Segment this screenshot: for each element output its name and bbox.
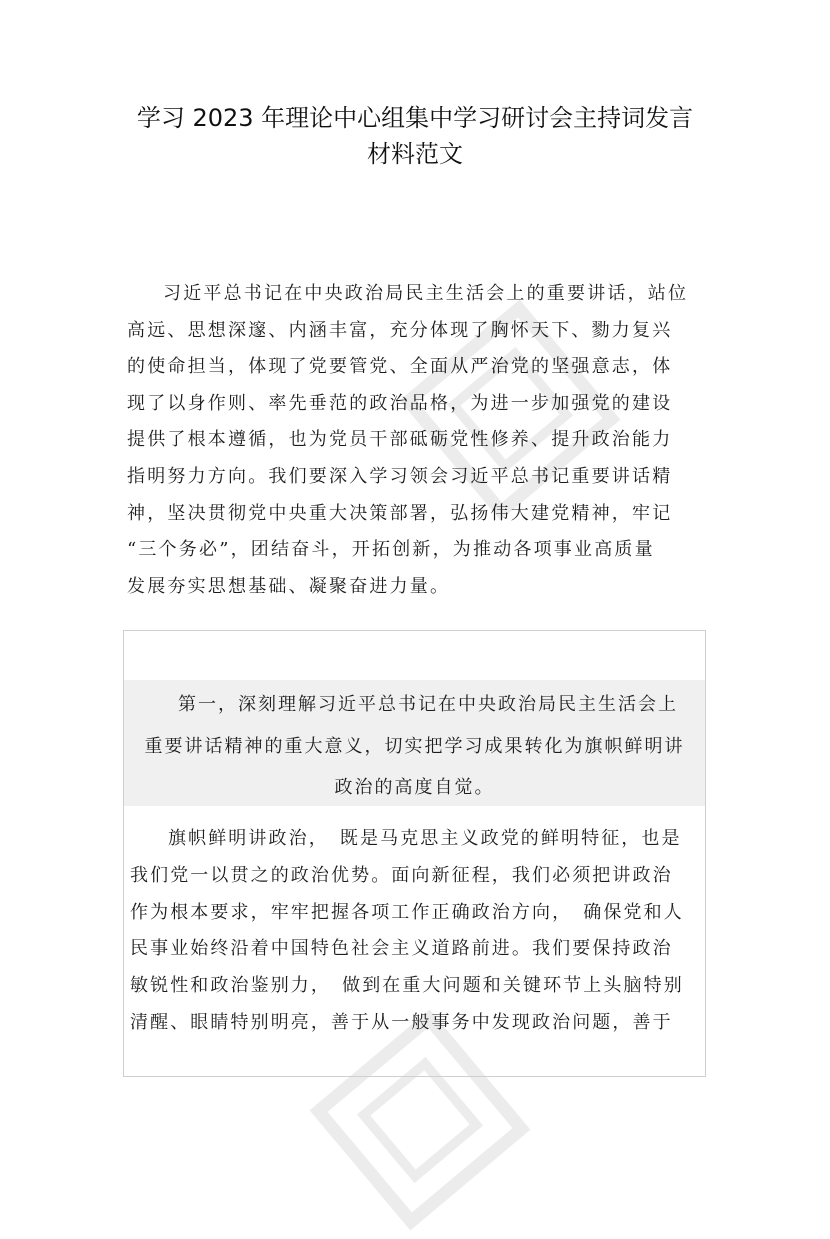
document-title (100, 100, 730, 172)
intro-line: “三个务必”，团结奋斗，开拓创新，为推动各项事业高质量 (127, 539, 655, 561)
section-1-heading (124, 680, 705, 806)
section-1-box (123, 630, 706, 1077)
body-line: 民事业始终沿着中国特色社会主义道路前进。我们要保持政治 (130, 938, 673, 960)
intro-line: 习近平总书记在中央政治局民主生活会上的重要讲话，站位 (163, 283, 689, 304)
title-line-2: 材料范文 (367, 140, 463, 168)
intro-line: 现了以身作则、率先垂范的政治品格，为进一步加强党的建设 (127, 392, 673, 414)
body-line: 清醒、眼睛特别明亮，善于从一般事务中发现政治问题，善于 (130, 1011, 673, 1033)
body-line: 我们党一以贯之的政治优势。面向新征程，我们必须把讲政治 (130, 864, 673, 886)
body-line: 旗帜鲜明讲政治， 既是马克思主义政党的鲜明特征，也是 (168, 828, 682, 849)
intro-line: 的使命担当，体现了党要管党、全面从严治党的坚强意志，体 (127, 356, 673, 378)
heading-line: 重要讲话精神的重大意义，切实把学习成果转化为旗帜鲜明讲 (144, 736, 685, 757)
heading-line: 政治的高度自觉。 (334, 777, 495, 798)
intro-line: 高远、思想深邃、内涵丰富，充分体现了胸怀天下、勠力复兴 (127, 319, 673, 341)
title-line-1: 学习 2023 年理论中心组集中学习研讨会主持词发言 (136, 104, 694, 132)
section-1-body (130, 821, 700, 1042)
body-line: 敏锐性和政治鉴别力， 做到在重大问题和关键环节上头脑特别 (130, 975, 684, 997)
intro-line: 指明努力方向。我们要深入学习领会习近平总书记重要讲话精 (127, 465, 673, 487)
intro-line: 神，坚决贯彻党中央重大决策部署，弘扬伟大建党精神，牢记 (127, 502, 673, 524)
intro-line: 提供了根本遵循，也为党员干部砥砺党性修养、提升政治能力 (127, 429, 673, 451)
intro-line: 发展夯实思想基础、凝聚奋进力量。 (127, 575, 451, 597)
intro-paragraph (127, 276, 702, 605)
heading-line: 第一，深刻理解习近平总书记在中央政治局民主生活会上 (178, 694, 678, 715)
body-line: 作为根本要求，牢牢把握各项工作正确政治方向， 确保党和人 (130, 901, 684, 923)
